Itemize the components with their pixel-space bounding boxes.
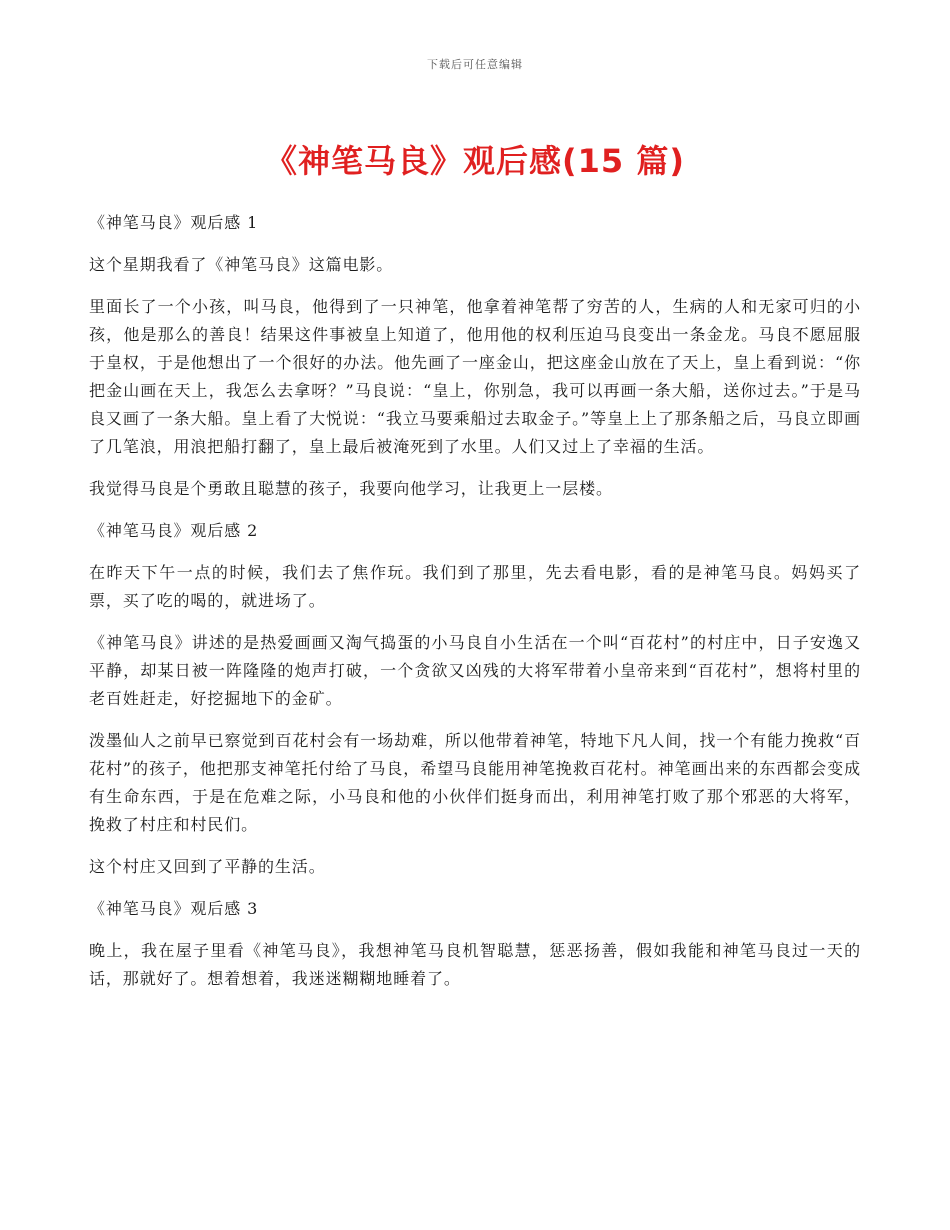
paragraph: 这个星期我看了《神笔马良》这篇电影。 xyxy=(89,255,394,274)
paragraph: 里面长了一个小孩，叫马良，他得到了一只神笔，他拿着神笔帮了穷苦的人，生病的人和无家可归的小孩，他是那么的善良！结果这件事被皇上知道了，他用他的权利压迫马良变出一条金龙。马良不愿屈服于皇权，于是他想出了一个很好的办法。他先画了一座金山，把这座金山放在了天上，皇上看到说：“你把金山画在天上，我怎么去拿呀？”马良说：“皇上，你别急，我可以再画一条大船，送你过去。”于是马良又画了一条大船。皇上看了大悦说：“我立马要乘船过去取金子。”等皇上上了那条船之后，马良立即画了几笔浪，用浪把船打翻了，皇上最后被淹死到了水里。人们又过上了幸福的生活。 xyxy=(89,297,861,456)
document-body xyxy=(89,209,861,1007)
paragraph: 在昨天下午一点的时候，我们去了焦作玩。我们到了那里，先去看电影，看的是神笔马良。妈妈买了票，买了吃的喝的，就进场了。 xyxy=(89,563,861,610)
document-title: 《神笔马良》观后感(15 篇) xyxy=(265,142,685,180)
paragraph: 泼墨仙人之前早已察觉到百花村会有一场劫难，所以他带着神笔，特地下凡人间，找一个有能力挽救“百花村”的孩子，他把那支神笔托付给了马良，希望马良能用神笔挽救百花村。神笔画出来的东西都会变成有生命东西，于是在危难之际，小马良和他的小伙伴们挺身而出，利用神笔打败了那个邪恶的大将军，挽救了村庄和村民们。 xyxy=(89,731,861,834)
paragraph: 我觉得马良是个勇敢且聪慧的孩子，我要向他学习，让我更上一层楼。 xyxy=(89,479,613,498)
paragraph: 晚上，我在屋子里看《神笔马良》，我想神笔马良机智聪慧，惩恶扬善，假如我能和神笔马良过一天的话，那就好了。想着想着，我迷迷糊糊地睡着了。 xyxy=(89,941,861,988)
section-heading: 《神笔马良》观后感 1 xyxy=(89,213,259,232)
section-heading: 《神笔马良》观后感 3 xyxy=(89,899,259,918)
paragraph: 《神笔马良》讲述的是热爱画画又淘气捣蛋的小马良自小生活在一个叫“百花村”的村庄中，日子安逸又平静，却某日被一阵隆隆的炮声打破，一个贪欲又凶残的大将军带着小皇帝来到“百花村”，想将村里的老百姓赶走，好挖掘地下的金矿。 xyxy=(89,633,861,708)
paragraph: 这个村庄又回到了平静的生活。 xyxy=(89,857,326,876)
section-heading: 《神笔马良》观后感 2 xyxy=(89,521,259,540)
header-note: 下载后可任意编辑 xyxy=(427,58,523,71)
